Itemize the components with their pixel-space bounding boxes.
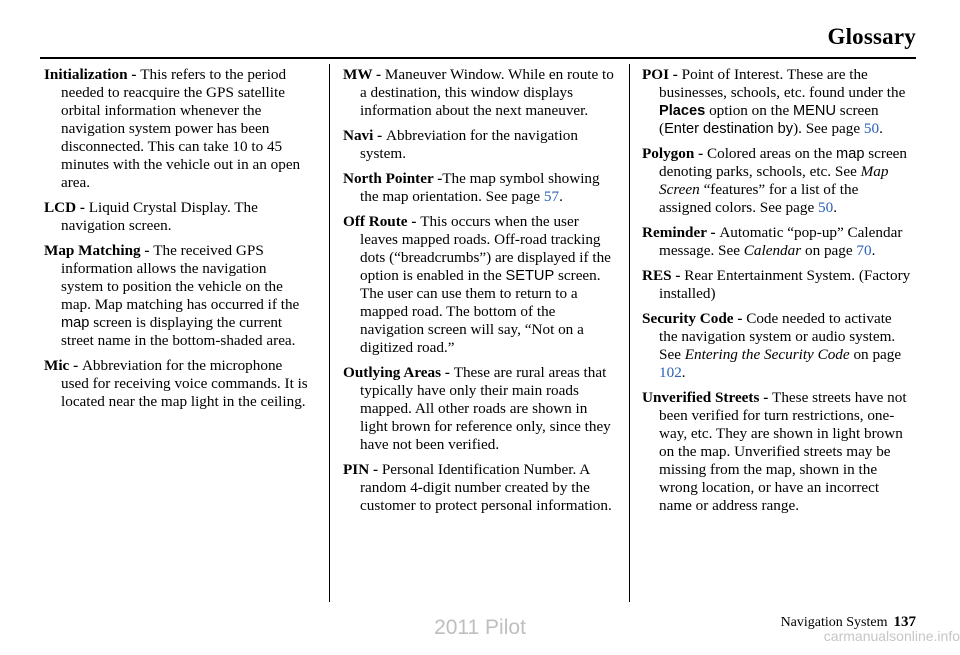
glossary-definition: Code needed to activate the navigation system or audio system. See [659, 310, 896, 363]
glossary-term: Off Route - [343, 213, 421, 230]
glossary-entry-polygon [642, 145, 914, 217]
column-divider [629, 64, 630, 602]
glossary-definition: Point of Interest. These are the businesses, schools, etc. found under the [659, 66, 906, 101]
ui-label-places: Places [659, 103, 706, 119]
page-number: 137 [893, 614, 916, 630]
glossary-term: Mic - [44, 357, 82, 374]
glossary-definition: Personal Identification Number. A random 4-digit number created by the customer to protect personal information. [360, 461, 612, 514]
glossary-entry-mw [343, 66, 618, 120]
page-link-102[interactable]: 102 [659, 364, 682, 381]
glossary-definition: on page [849, 346, 902, 363]
glossary-term: PIN - [343, 461, 382, 478]
ui-label-enter-destination-by: Enter destination by [664, 121, 794, 137]
glossary-definition: “features” for a list of the assigned colors. See page [659, 181, 859, 216]
glossary-term: Security Code - [642, 310, 747, 327]
glossary-definition: screen ( [659, 102, 879, 137]
glossary-definition: Maneuver Window. While en route to a destination, this window displays information about the next maneuver. [360, 66, 614, 119]
glossary-entry-outlying-areas [343, 364, 618, 454]
glossary-entry-pin [343, 461, 618, 515]
page-link-50[interactable]: 50 [818, 199, 834, 216]
glossary-definition: option on the [705, 102, 794, 119]
glossary-definition: This refers to the period needed to reacquire the GPS satellite orbital information whenever the navigation system power has been disconnected. This can take 10 to 45 minutes with the vehicle out in an open area. [61, 66, 301, 191]
glossary-entry-navi [343, 127, 618, 163]
glossary-definition: . [871, 242, 876, 259]
glossary-definition: . [681, 364, 686, 381]
column-divider [329, 64, 330, 602]
glossary-entry-map-matching [44, 242, 312, 350]
glossary-term: North Pointer - [343, 170, 443, 187]
ui-label-setup: SETUP [505, 268, 555, 284]
glossary-entry-unverified-streets [642, 389, 914, 515]
watermark-site: carmanualsonline.info [823, 628, 960, 644]
glossary-definition: . [559, 188, 563, 205]
glossary-definition: . [879, 120, 883, 137]
glossary-definition: on page [801, 242, 857, 259]
ui-label-menu: MENU [793, 103, 836, 119]
glossary-term: Outlying Areas - [343, 364, 454, 381]
glossary-definition: screen denoting parks, schools, etc. See [659, 145, 908, 180]
glossary-term: Initialization - [44, 66, 141, 83]
glossary-term: Unverified Streets - [642, 389, 773, 406]
glossary-entry-off-route [343, 213, 618, 357]
glossary-entry-mic [44, 357, 312, 411]
glossary-entry-res [642, 267, 914, 303]
glossary-entry-security-code [642, 310, 914, 382]
header-rule [40, 57, 916, 59]
glossary-term: POI - [642, 66, 682, 83]
glossary-definition: These streets have not been verified for turn restrictions, one-way, etc. They are shown in light brown on the map. Unverified streets may be missing from the map, shown in the wrong location, or have an incorrect name or address range. [659, 389, 907, 514]
glossary-entry-poi [642, 66, 914, 138]
glossary-definition: Abbreviation for the microphone used for receiving voice commands. It is located near the map light in the ceiling. [61, 357, 308, 410]
glossary-definition: screen. The user can use them to return to a mapped road. The bottom of the navigation screen will say, “Not on a digitized road.” [360, 267, 601, 356]
page-link-57[interactable]: 57 [543, 188, 560, 205]
glossary-definition: These are rural areas that typically have only their main roads mapped. All other roads are shown in light brown for reference only, since they have not been verified. [360, 364, 611, 453]
glossary-definition: Liquid Crystal Display. The navigation screen. [61, 199, 258, 234]
page-link-70[interactable]: 70 [856, 242, 872, 259]
glossary-definition: Colored areas on the [706, 145, 837, 162]
glossary-term: Polygon - [642, 145, 707, 162]
glossary-entry-lcd [44, 199, 312, 235]
glossary-term: LCD - [44, 199, 89, 216]
glossary-entry-north-pointer [343, 170, 618, 206]
glossary-definition: . [833, 199, 837, 216]
glossary-definition: The received GPS information allows the navigation system to position the vehicle on the map. Map matching has occurred if the [61, 242, 300, 313]
ui-label-map: map [61, 315, 90, 331]
glossary-definition: Rear Entertainment System. (Factory installed) [659, 267, 911, 302]
cross-reference: Calendar [743, 242, 802, 259]
glossary-column-1 [44, 66, 312, 418]
watermark [0, 616, 960, 644]
page-link-50[interactable]: 50 [863, 120, 880, 137]
glossary-entry-initialization [44, 66, 312, 192]
glossary-term: Navi - [343, 127, 387, 144]
glossary-definition: This occurs when the user leaves mapped roads. Off-road tracking dots (“breadcrumbs”) are displayed if the option is enabled in the [360, 213, 611, 284]
glossary-definition: screen is displaying the current street name in the bottom-shaded area. [61, 314, 296, 349]
glossary-term: Reminder - [642, 224, 720, 241]
glossary-column-3 [642, 66, 914, 522]
glossary-definition: The map symbol showing the map orientation. See page [360, 170, 600, 205]
glossary-definition: Abbreviation for the navigation system. [360, 127, 578, 162]
glossary-entry-reminder [642, 224, 914, 260]
cross-reference: Map Screen [659, 163, 889, 198]
glossary-term: Map Matching - [44, 242, 154, 259]
page-title: Glossary [827, 24, 916, 49]
cross-reference: Entering the Security Code [684, 346, 850, 363]
footer-section-name: Navigation System [780, 615, 888, 630]
glossary-definition: Automatic “pop-up” Calendar message. See [659, 224, 903, 259]
glossary-definition: ). See page [793, 120, 864, 137]
watermark-model: 2011 Pilot [434, 616, 526, 639]
glossary-term: RES - [642, 267, 685, 284]
glossary-term: MW - [343, 66, 385, 83]
ui-label-map: map [836, 146, 865, 162]
glossary-column-2 [343, 66, 618, 522]
